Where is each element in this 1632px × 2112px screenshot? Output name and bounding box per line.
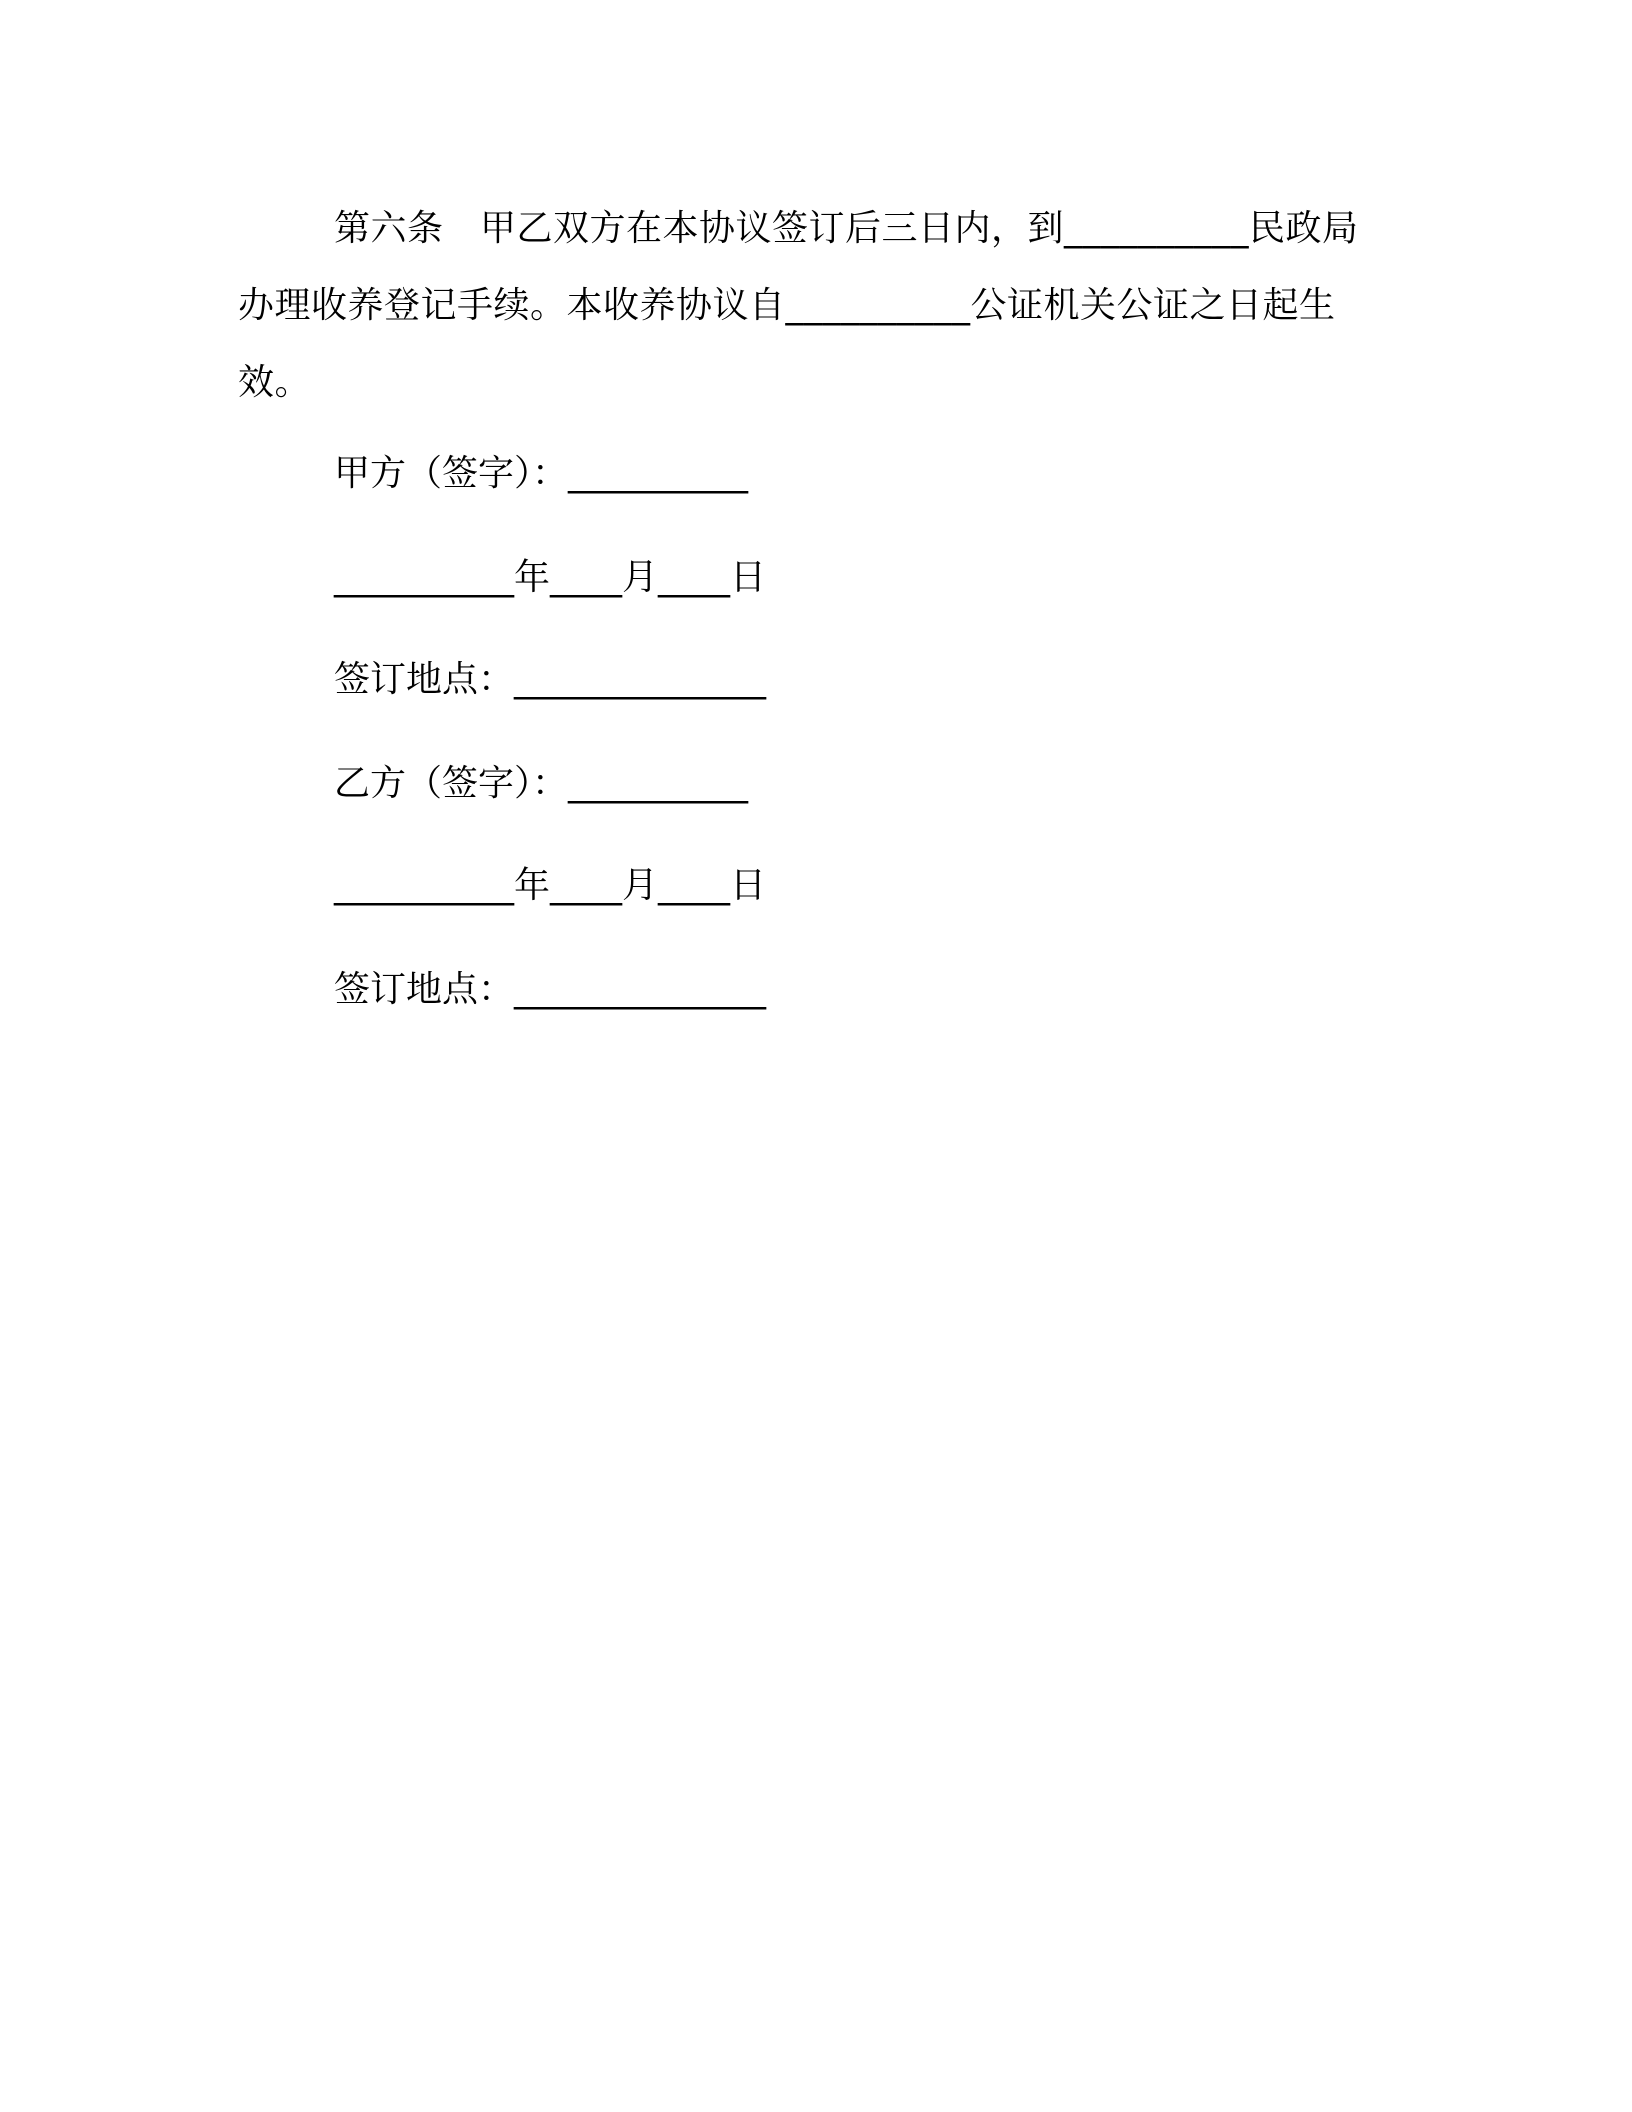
- party-b-signature-line: 乙方（签字）：__________: [334, 763, 749, 804]
- party-b-signing-place-line: 签订地点：______________: [334, 969, 767, 1010]
- party-a-signing-place-line: 签订地点：______________: [334, 659, 767, 700]
- article-six-paragraph: 第六条 甲乙双方在本协议签订后三日内，到__________民政局办理收养登记手续。本收养协议自__________公证机关公证之日起生效。: [238, 208, 1359, 403]
- party-a-signature-line: 甲方（签字）：__________: [334, 453, 749, 494]
- party-b-date-line: __________年____月____日: [334, 865, 766, 906]
- party-a-date-line: __________年____月____日: [334, 557, 766, 598]
